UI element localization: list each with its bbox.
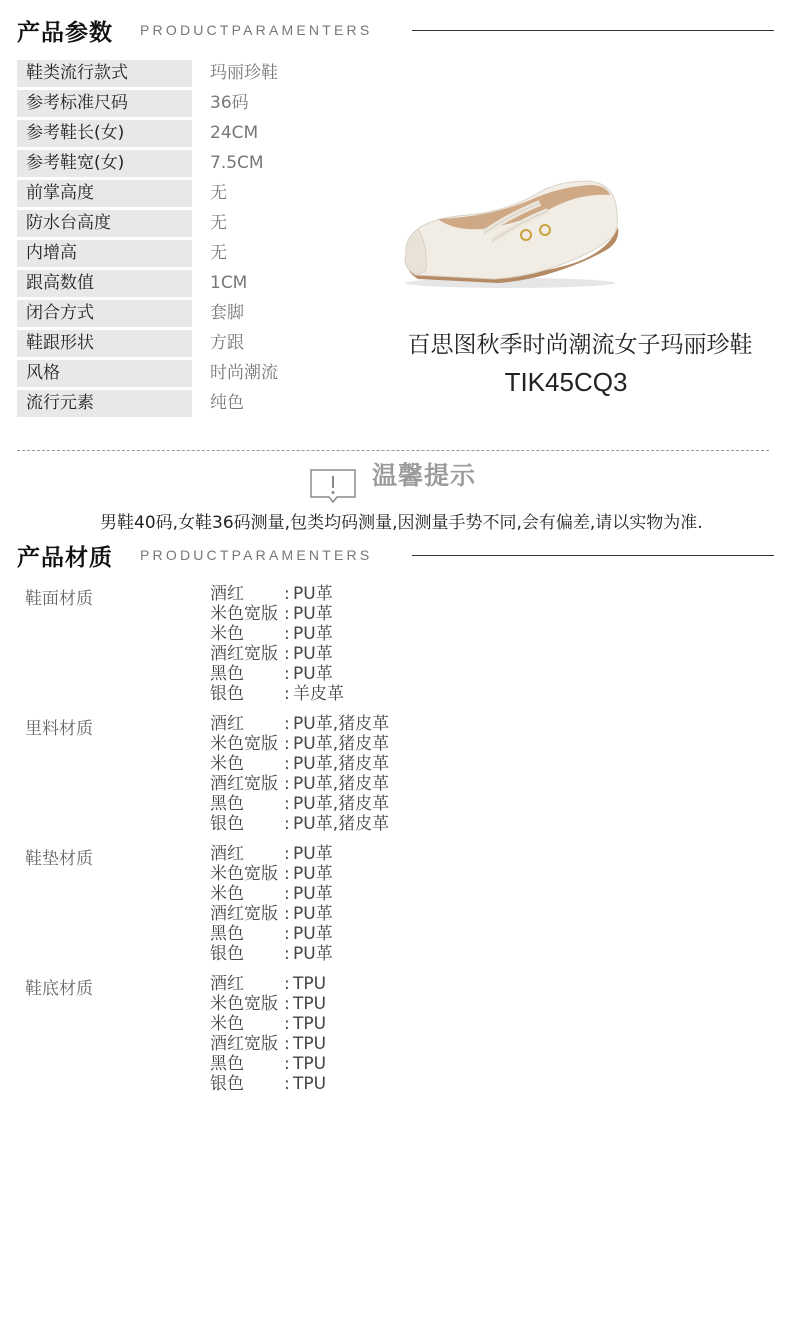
param-value: 时尚潮流 xyxy=(210,363,278,383)
param-label: 流行元素 xyxy=(17,390,192,417)
material-value: PU革 xyxy=(293,864,333,884)
material-line: 酒红 : PU革 xyxy=(210,844,333,864)
section-title: 产品参数 xyxy=(17,20,113,46)
color-name: 米色 xyxy=(210,624,244,644)
material-value: PU革 xyxy=(293,924,333,944)
params-table xyxy=(17,60,317,420)
material-value: PU革,猪皮革 xyxy=(293,774,390,794)
params-row xyxy=(17,360,317,390)
section-header-params xyxy=(17,6,774,46)
material-value: PU革,猪皮革 xyxy=(293,714,390,734)
params-row xyxy=(17,210,317,240)
param-label: 跟高数值 xyxy=(17,270,192,297)
section-subtitle: PRODUCTPARAMENTERS xyxy=(140,22,373,38)
param-value: 24CM xyxy=(210,123,259,143)
param-value: 无 xyxy=(210,183,227,203)
material-value: PU革 xyxy=(293,844,333,864)
material-line: 米色宽版 : PU革 xyxy=(210,604,333,624)
material-line: 黑色 : PU革,猪皮革 xyxy=(210,794,390,814)
material-line: 米色 : PU革 xyxy=(210,884,333,904)
header-rule xyxy=(412,555,774,556)
param-value: 无 xyxy=(210,243,227,263)
dashed-divider xyxy=(17,450,769,451)
param-value: 1CM xyxy=(210,273,248,293)
param-label: 风格 xyxy=(17,360,192,387)
product-name: 百思图秋季时尚潮流女子玛丽珍鞋 xyxy=(407,332,753,358)
material-line: 酒红 : PU革 xyxy=(210,584,333,604)
material-line: 黑色 : TPU xyxy=(210,1054,327,1074)
color-name: 酒红 xyxy=(210,844,244,864)
params-row xyxy=(17,180,317,210)
material-value: PU革 xyxy=(293,584,333,604)
material-line: 酒红宽版 : TPU xyxy=(210,1034,327,1054)
material-value: TPU xyxy=(293,1014,327,1034)
params-row xyxy=(17,390,317,420)
material-list xyxy=(210,974,326,1094)
material-line: 酒红宽版 : PU革,猪皮革 xyxy=(210,774,390,794)
material-value: PU革 xyxy=(293,884,333,904)
param-label: 参考鞋宽(女) xyxy=(17,150,192,177)
color-name: 酒红宽版 xyxy=(210,1034,278,1054)
material-value: 羊皮革 xyxy=(293,684,344,704)
param-value: 玛丽珍鞋 xyxy=(210,63,278,83)
color-name: 米色 xyxy=(210,884,244,904)
color-name: 黑色 xyxy=(210,664,244,684)
color-name: 米色宽版 xyxy=(210,864,278,884)
color-name: 米色宽版 xyxy=(210,734,278,754)
header-rule xyxy=(412,30,774,31)
material-value: PU革 xyxy=(293,904,333,924)
color-name: 酒红宽版 xyxy=(210,644,278,664)
material-list xyxy=(210,714,389,834)
color-name: 米色宽版 xyxy=(210,994,278,1014)
param-value: 方跟 xyxy=(210,333,244,353)
material-line: 银色 : 羊皮革 xyxy=(210,684,344,704)
params-row xyxy=(17,330,317,360)
param-label: 闭合方式 xyxy=(17,300,192,327)
material-line: 黑色 : PU革 xyxy=(210,924,333,944)
material-value: TPU xyxy=(293,1054,327,1074)
section-subtitle: PRODUCTPARAMENTERS xyxy=(140,547,373,563)
material-line: 米色 : PU革,猪皮革 xyxy=(210,754,390,774)
material-label: 鞋垫材质 xyxy=(25,849,93,869)
material-value: TPU xyxy=(293,974,327,994)
material-label: 鞋底材质 xyxy=(25,979,93,999)
mary-jane-shoe-image xyxy=(398,175,628,295)
notice-text: 男鞋40码,女鞋36码测量,包类均码测量,因测量手势不同,会有偏差,请以实物为准. xyxy=(100,513,703,533)
params-row xyxy=(17,90,317,120)
material-value: PU革,猪皮革 xyxy=(293,814,390,834)
material-line: 银色 : PU革,猪皮革 xyxy=(210,814,390,834)
param-value: 套脚 xyxy=(210,303,244,323)
color-name: 银色 xyxy=(210,684,244,704)
material-list xyxy=(210,844,333,964)
material-value: TPU xyxy=(293,1034,327,1054)
notice-title: 温馨提示 xyxy=(372,461,477,490)
param-label: 前掌高度 xyxy=(17,180,192,207)
color-name: 酒红 xyxy=(210,974,244,994)
color-name: 银色 xyxy=(210,944,244,964)
param-value: 纯色 xyxy=(210,393,244,413)
material-line: 米色 : PU革 xyxy=(210,624,333,644)
color-name: 酒红 xyxy=(210,584,244,604)
material-value: PU革 xyxy=(293,604,333,624)
material-line: 银色 : TPU xyxy=(210,1074,327,1094)
param-label: 参考标准尺码 xyxy=(17,90,192,117)
material-label: 里料材质 xyxy=(25,719,93,739)
material-value: PU革,猪皮革 xyxy=(293,794,390,814)
param-label: 鞋类流行款式 xyxy=(17,60,192,87)
color-name: 米色 xyxy=(210,754,244,774)
material-line: 酒红宽版 : PU革 xyxy=(210,904,333,924)
color-name: 银色 xyxy=(210,1074,244,1094)
material-value: PU革 xyxy=(293,944,333,964)
material-list xyxy=(210,584,344,704)
param-label: 鞋跟形状 xyxy=(17,330,192,357)
params-row xyxy=(17,60,317,90)
params-row xyxy=(17,120,317,150)
material-value: PU革 xyxy=(293,664,333,684)
material-line: 米色 : TPU xyxy=(210,1014,327,1034)
color-name: 银色 xyxy=(210,814,244,834)
section-title: 产品材质 xyxy=(17,545,113,571)
color-name: 米色 xyxy=(210,1014,244,1034)
material-value: PU革 xyxy=(293,644,333,664)
param-label: 内增高 xyxy=(17,240,192,267)
material-line: 银色 : PU革 xyxy=(210,944,333,964)
color-name: 酒红宽版 xyxy=(210,774,278,794)
color-name: 黑色 xyxy=(210,924,244,944)
param-value: 36码 xyxy=(210,93,249,113)
params-row xyxy=(17,150,317,180)
color-name: 黑色 xyxy=(210,1054,244,1074)
material-label: 鞋面材质 xyxy=(25,589,93,609)
material-value: PU革 xyxy=(293,624,333,644)
param-value: 无 xyxy=(210,213,227,233)
material-line: 米色宽版 : PU革,猪皮革 xyxy=(210,734,390,754)
color-name: 米色宽版 xyxy=(210,604,278,624)
exclamation-speech-bubble-icon xyxy=(310,468,356,504)
material-line: 米色宽版 : TPU xyxy=(210,994,327,1014)
material-value: TPU xyxy=(293,994,327,1014)
material-line: 米色宽版 : PU革 xyxy=(210,864,333,884)
material-value: PU革,猪皮革 xyxy=(293,754,390,774)
product-image xyxy=(398,175,628,295)
product-code: TIK45CQ3 xyxy=(504,367,628,397)
param-label: 参考鞋长(女) xyxy=(17,120,192,147)
material-line: 酒红 : TPU xyxy=(210,974,327,994)
material-line: 黑色 : PU革 xyxy=(210,664,333,684)
param-label: 防水台高度 xyxy=(17,210,192,237)
material-value: PU革,猪皮革 xyxy=(293,734,390,754)
params-row xyxy=(17,270,317,300)
color-name: 酒红宽版 xyxy=(210,904,278,924)
color-name: 酒红 xyxy=(210,714,244,734)
material-line: 酒红宽版 : PU革 xyxy=(210,644,333,664)
material-line: 酒红 : PU革,猪皮革 xyxy=(210,714,390,734)
color-name: 黑色 xyxy=(210,794,244,814)
material-value: TPU xyxy=(293,1074,327,1094)
section-header-materials xyxy=(17,531,774,571)
param-value: 7.5CM xyxy=(210,153,264,173)
params-row xyxy=(17,300,317,330)
params-row xyxy=(17,240,317,270)
